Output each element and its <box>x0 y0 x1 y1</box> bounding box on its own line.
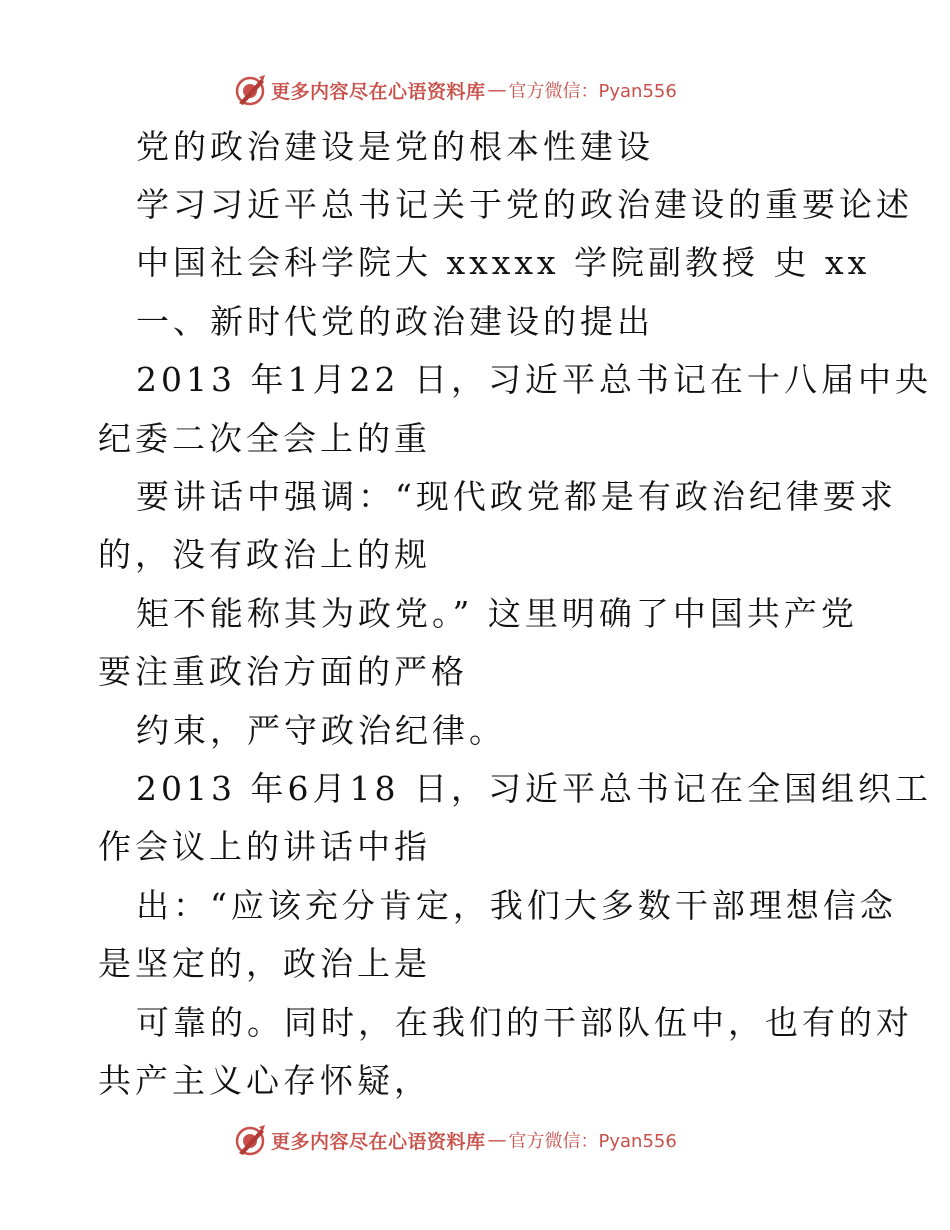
paragraph-line: 可靠的。同时，在我们的干部队伍中，也有的对 <box>136 1003 913 1042</box>
document-title: 党的政治建设是党的根本性建设 <box>136 127 654 166</box>
paragraph-line: 约束，严守政治纪律。 <box>136 711 506 750</box>
watermark-wechat-text: 官方微信：Pyan556 <box>508 81 677 102</box>
section-heading: 一、新时代党的政治建设的提出 <box>136 302 654 341</box>
paragraph-line: 纪委二次全会上的重 <box>98 419 431 458</box>
watermark-separator: — <box>487 1129 507 1151</box>
paragraph-line: 共产主义心存怀疑， <box>98 1061 431 1100</box>
paragraph-line: 的，没有政治上的规 <box>98 535 431 574</box>
document-subtitle: 学习习近平总书记关于党的政治建设的重要论述 <box>136 185 913 224</box>
paragraph-line: 2013 年1月22 日，习近平总书记在十八届中央 <box>136 360 932 399</box>
quill-seal-logo-icon <box>233 73 267 107</box>
quill-seal-logo-icon <box>233 1123 267 1157</box>
watermark-separator: — <box>487 79 507 101</box>
watermark-banner-bottom <box>233 1122 677 1158</box>
watermark-wechat-text: 官方微信：Pyan556 <box>508 1131 677 1152</box>
watermark-main-text: 更多内容尽在心语资料库 <box>271 80 486 103</box>
paragraph-line: 作会议上的讲话中指 <box>98 827 431 866</box>
paragraph-line: 要讲话中强调：“现代政党都是有政治纪律要求 <box>136 477 897 516</box>
paragraph-line: 矩不能称其为政党。” 这里明确了中国共产党 <box>136 594 858 633</box>
paragraph-line: 2013 年6月18 日，习近平总书记在全国组织工 <box>136 769 932 808</box>
watermark-main-text: 更多内容尽在心语资料库 <box>271 1130 486 1153</box>
paragraph-line: 是坚定的，政治上是 <box>98 944 431 983</box>
paragraph-line: 出：“应该充分肯定，我们大多数干部理想信念 <box>136 886 897 925</box>
document-author: 中国社会科学院大 xxxxx 学院副教授 史 xx <box>136 243 871 282</box>
watermark-banner-top <box>233 72 677 108</box>
paragraph-line: 要注重政治方面的严格 <box>98 652 468 691</box>
